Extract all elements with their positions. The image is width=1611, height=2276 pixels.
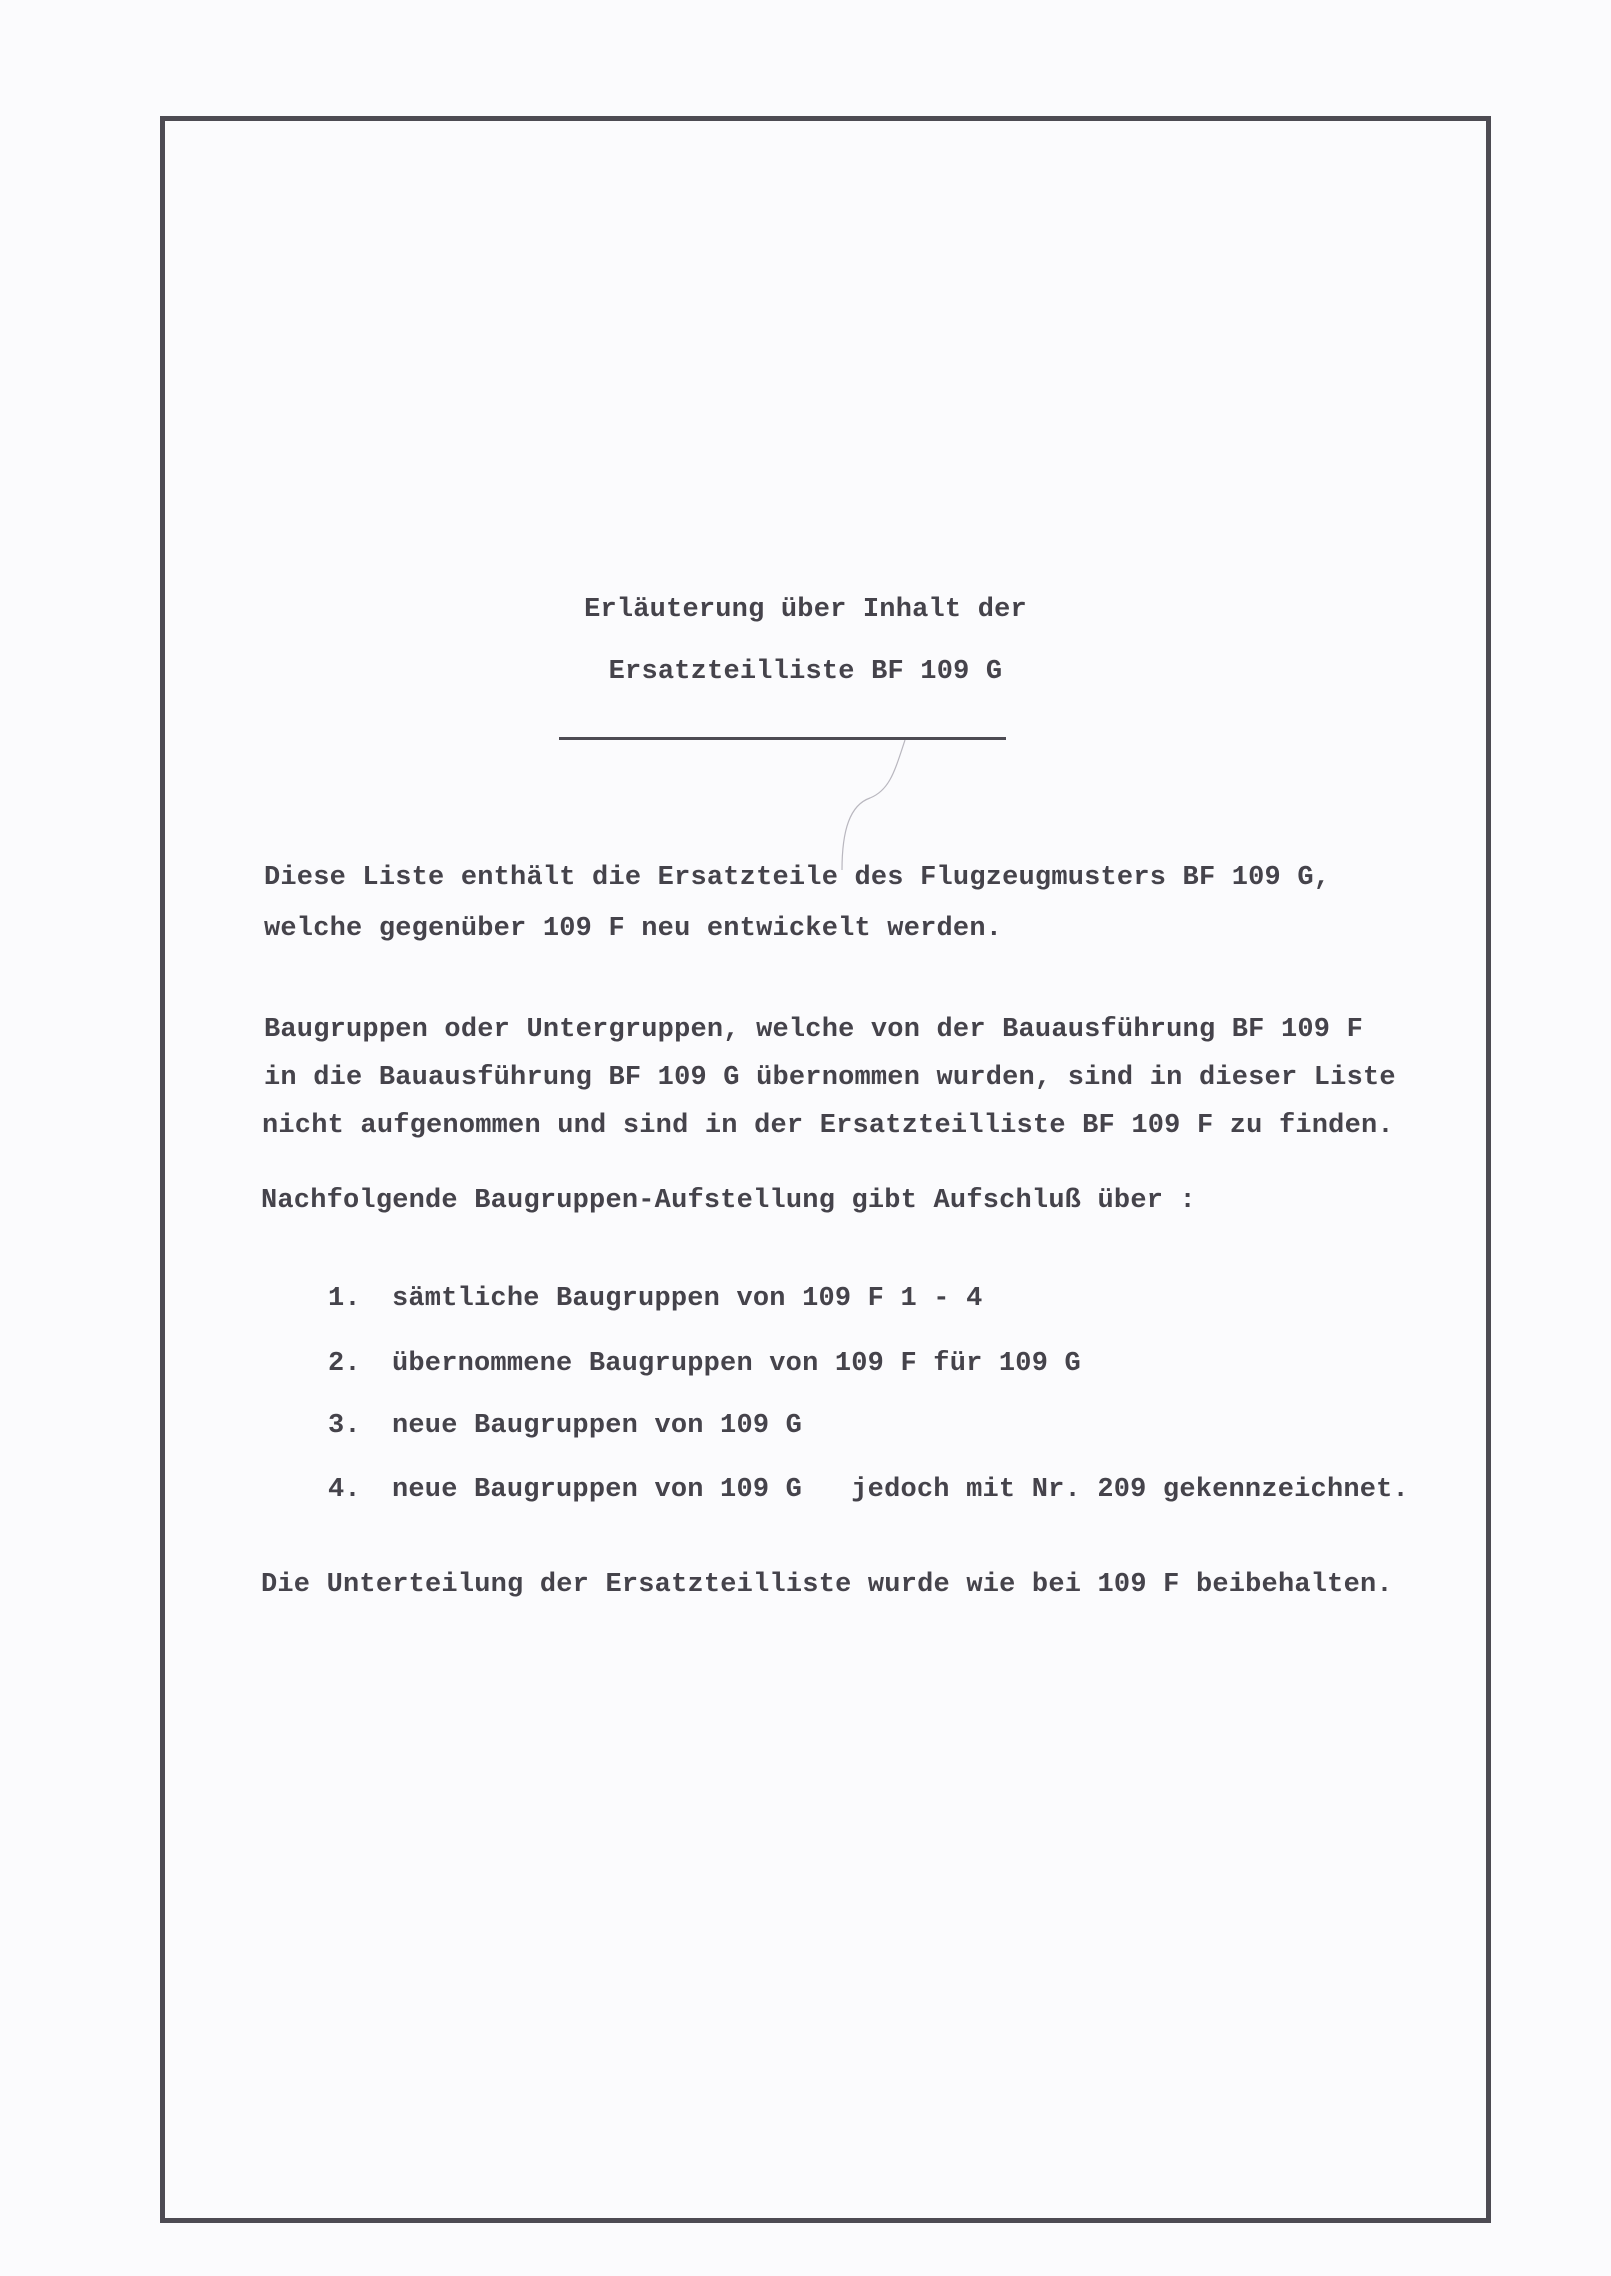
paragraph-2-line-2: in die Bauausführung BF 109 G übernommen wurden, sind in dieser Liste — [264, 1063, 1396, 1093]
list-item-text: neue Baugruppen von 109 G — [392, 1411, 803, 1441]
paper-crease-mark — [830, 740, 910, 870]
list-item-number: 1. — [328, 1284, 361, 1314]
list-item-text: neue Baugruppen von 109 G jedoch mit Nr. 209 gekennzeichnet. — [392, 1475, 1409, 1505]
list-item-number: 4. — [328, 1475, 361, 1505]
page-border — [160, 116, 1491, 2223]
paragraph-1-line-2: welche gegenüber 109 F neu entwickelt werden. — [264, 914, 1003, 944]
paragraph-2-line-3: nicht aufgenommen und sind in der Ersatzteilliste BF 109 F zu finden. — [262, 1111, 1394, 1141]
title-underline — [559, 737, 1006, 740]
paragraph-2-line-1: Baugruppen oder Untergruppen, welche von der Bauausführung BF 109 F — [264, 1015, 1363, 1045]
list-item-text: übernommene Baugruppen von 109 F für 109 G — [392, 1349, 1081, 1379]
paragraph-1-line-1: Diese Liste enthält die Ersatzteile des Flugzeugmusters BF 109 G, — [264, 863, 1331, 893]
paragraph-3: Nachfolgende Baugruppen-Aufstellung gibt Aufschluß über : — [261, 1186, 1196, 1216]
list-item-number: 3. — [328, 1411, 361, 1441]
list-item-number: 2. — [328, 1349, 361, 1379]
closing-sentence: Die Unterteilung der Ersatzteilliste wurde wie bei 109 F beibehalten. — [261, 1570, 1393, 1600]
document-title-line1: Erläuterung über Inhalt der — [584, 595, 1027, 625]
list-item-text: sämtliche Baugruppen von 109 F 1 - 4 — [392, 1284, 983, 1314]
document-title-line2: Ersatzteilliste BF 109 G — [608, 657, 1003, 687]
